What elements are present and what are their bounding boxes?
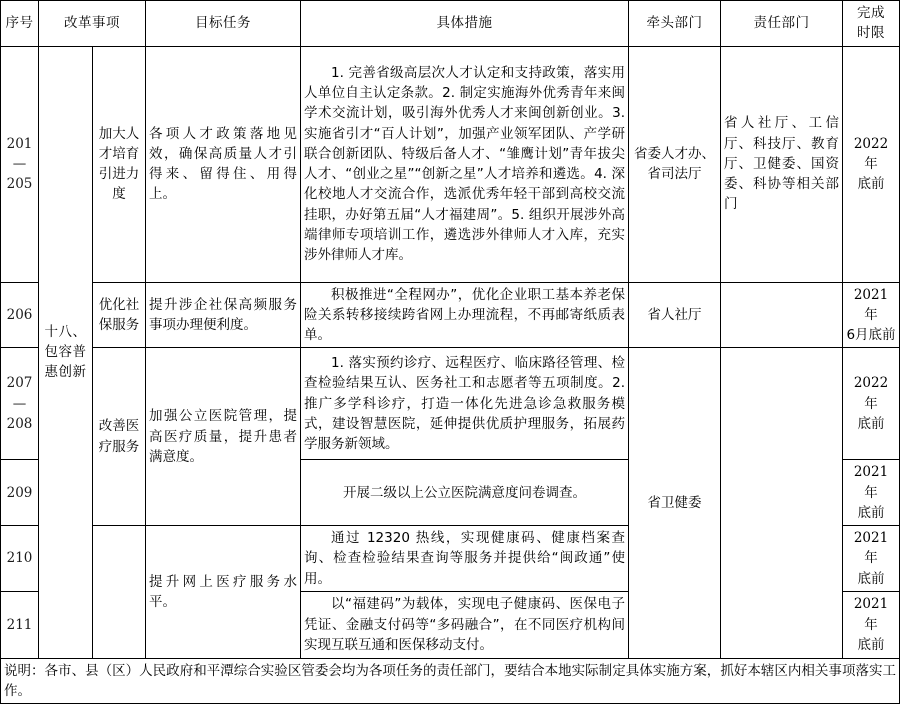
measures-209: 开展二级以上公立医院满意度问卷调查。 (301, 460, 629, 526)
column-header-lead-department: 牵头部门 (629, 1, 721, 47)
column-header-responsible-department: 责任部门 (721, 1, 843, 47)
lead-department-207-211: 省卫健委 (629, 348, 721, 659)
lead-department-201-205: 省委人才办、省司法厅 (629, 46, 721, 282)
table-row (1, 282, 900, 348)
deadline-detail: 6月底前 (846, 327, 896, 343)
deadline-year: 2021 年 (853, 464, 889, 501)
row-seq-201-205 (1, 46, 39, 282)
deadline-detail: 底前 (857, 636, 885, 653)
seq-dash: — (12, 155, 27, 172)
seq-start: 207 (6, 375, 33, 392)
deadline-year: 2021 年 (853, 596, 889, 633)
deadline-year: 2022 年 (853, 135, 889, 172)
table-body (1, 46, 900, 704)
measures-210: 通过 12320 热线，实现健康码、健康档案查询、检查检验结果查询等服务并提供给“闽政通”使用。 (301, 526, 629, 592)
column-header-measures: 具体措施 (301, 1, 629, 47)
deadline-detail: 底前 (857, 504, 885, 521)
reform-item-improve-medical-service: 改善医疗服务 (93, 348, 146, 526)
seq-dash: — (12, 395, 27, 412)
column-header-deadline (843, 1, 900, 47)
deadline-209 (843, 460, 900, 526)
measures-206: 积极推进“全程网办”，优化企业职工基本养老保险关系转移接续跨省网上办理流程，不再邮寄纸质表单。 (301, 282, 629, 348)
table-row (1, 348, 900, 460)
lead-department-206: 省人社厅 (629, 282, 721, 348)
goal-task-207-209: 加强公立医院管理，提高医疗质量，提升患者满意度。 (146, 348, 301, 526)
responsible-department-201-205: 省人社厅、工信厅、科技厅、教育厅、卫健委、国资委、科协等相关部门 (721, 46, 843, 282)
responsible-department-207-211 (721, 348, 843, 659)
table-row (1, 46, 900, 282)
reform-item-talent-cultivation: 加大人才培育引进力度 (93, 46, 146, 282)
measures-207-208: 1. 落实预约诊疗、远程医疗、临床路径管理、检查检验结果互认、医务社工和志愿者等五项制度。2. 推广多学科诊疗，打造一体化先进急诊急救服务模式，建设智慧医院，延伸提供优质护理服务，拓展药学服务新领域。 (301, 348, 629, 460)
deadline-detail: 底前 (857, 176, 885, 193)
responsible-department-206 (721, 282, 843, 348)
table-header (1, 1, 900, 47)
deadline-header-line2: 时限 (857, 25, 885, 42)
deadline-206 (843, 282, 900, 348)
seq-end: 208 (6, 415, 33, 432)
seq-start: 201 (6, 135, 33, 152)
row-seq-211: 211 (1, 591, 39, 658)
column-header-seq: 序号 (1, 1, 39, 47)
row-seq-209: 209 (1, 460, 39, 526)
goal-task-210-211: 提升网上医疗服务水平。 (146, 526, 301, 659)
deadline-210 (843, 526, 900, 592)
deadline-header-line1: 完成 (857, 5, 885, 21)
goal-task-201-205: 各项人才政策落地见效，确保高质量人才引得来、留得住、用得上。 (146, 46, 301, 282)
row-seq-206: 206 (1, 282, 39, 348)
deadline-detail: 底前 (857, 570, 885, 587)
reform-item-online-medical-service (93, 526, 146, 659)
reform-group-18: 十八、包容普惠创新 (39, 46, 93, 658)
row-seq-210: 210 (1, 526, 39, 592)
table-footer-row (1, 658, 900, 704)
goal-task-206: 提升涉企社保高频服务事项办理便利度。 (146, 282, 301, 348)
measures-211: 以“福建码”为载体，实现电子健康码、医保电子凭证、金融支付码等“多码融合”，在不同医疗机构间实现互联互通和医保移动支付。 (301, 591, 629, 658)
measures-201-205: 1. 完善省级高层次人才认定和支持政策，落实用人单位自主认定条款。2. 制定实施海外优秀青年来闽学术交流计划，吸引海外优秀人才来闽创新创业。3. 实施省引才“百人计划”，加强产业领军团队、产学研联合创新团队、特级后备人才、“雏鹰计划”青年拔尖人才、“创业之星”“创新之星”人才培养和遴选。4. 深化校地人才交流合作，选派优秀年轻干部到高校交流挂职，办好第五届“人才福建周”。5. 组织开展涉外高端律师专项培训工作，遴选涉外律师人才入库，充实涉外律师人才库。 (301, 46, 629, 282)
deadline-207-208 (843, 348, 900, 460)
row-seq-207-208 (1, 348, 39, 460)
deadline-year: 2022 年 (853, 375, 889, 412)
column-header-reform-item: 改革事项 (39, 1, 146, 47)
seq-end: 205 (6, 176, 33, 193)
header-row (1, 1, 900, 47)
column-header-goal-task: 目标任务 (146, 1, 301, 47)
deadline-201-205 (843, 46, 900, 282)
deadline-211 (843, 591, 900, 658)
deadline-detail: 底前 (857, 415, 885, 432)
footer-note: 说明：各市、县（区）人民政府和平潭综合实验区管委会均为各项任务的责任部门，要结合本地实际制定具体实施方案，抓好本辖区内相关事项落实工作。 (1, 658, 900, 704)
deadline-year: 2021 年 (853, 530, 889, 567)
reform-item-social-security-service: 优化社保服务 (93, 282, 146, 348)
deadline-year: 2021 年 (853, 286, 889, 323)
